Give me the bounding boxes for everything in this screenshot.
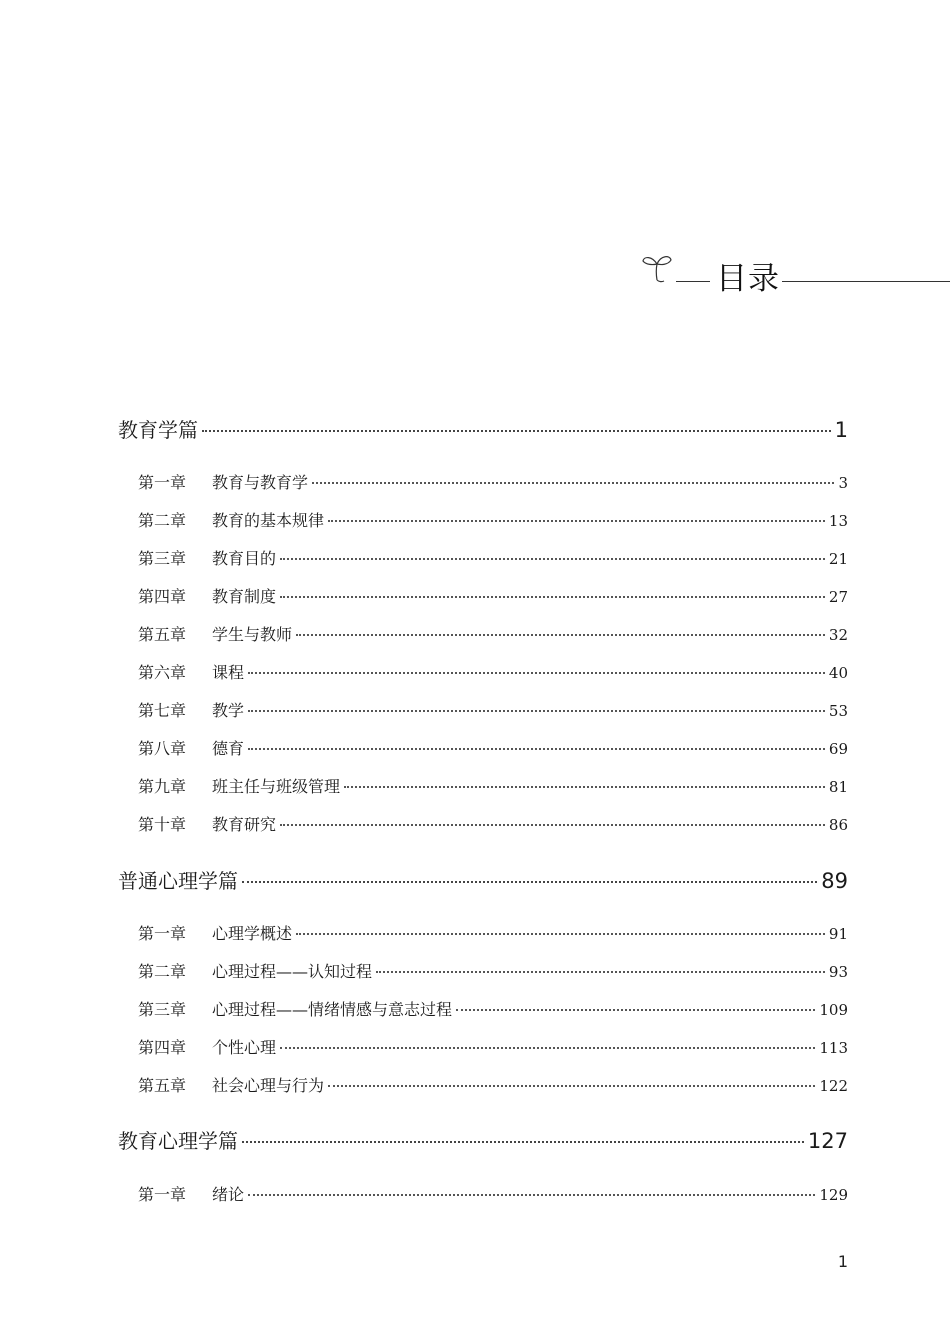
toc-chapter-entry[interactable] bbox=[138, 775, 848, 799]
dot-leader bbox=[344, 785, 825, 788]
chapter-title: 个性心理 bbox=[212, 1038, 277, 1057]
chapter-title: 心理过程——认知过程 bbox=[212, 962, 373, 981]
chapter-title: 绪论 bbox=[212, 1185, 245, 1204]
chapter-number: 第八章 bbox=[138, 739, 187, 758]
chapter-page-number: 40 bbox=[828, 664, 848, 682]
chapter-number: 第九章 bbox=[138, 777, 187, 796]
chapter-number: 第一章 bbox=[138, 473, 187, 492]
chapter-page-number: 32 bbox=[828, 626, 848, 644]
chapter-page-number: 27 bbox=[828, 588, 848, 606]
chapter-page-number: 86 bbox=[828, 816, 848, 834]
chapter-title: 教育制度 bbox=[212, 587, 277, 606]
chapter-page-number: 109 bbox=[819, 1001, 848, 1019]
dot-leader bbox=[328, 519, 825, 522]
dot-leader bbox=[202, 429, 831, 432]
chapter-page-number: 3 bbox=[838, 474, 848, 492]
dot-leader bbox=[280, 823, 825, 826]
toc-chapter-entry[interactable] bbox=[138, 1074, 848, 1098]
chapter-number: 第三章 bbox=[138, 549, 187, 568]
chapter-page-number: 122 bbox=[819, 1077, 848, 1095]
dot-leader bbox=[280, 595, 825, 598]
chapter-title: 教育的基本规律 bbox=[212, 511, 325, 530]
chapter-page-number: 53 bbox=[828, 702, 848, 720]
dot-leader bbox=[328, 1084, 815, 1087]
toc-chapter-entry[interactable] bbox=[138, 737, 848, 761]
chapter-number: 第二章 bbox=[138, 962, 187, 981]
toc-chapter-entry[interactable] bbox=[138, 699, 848, 723]
chapter-title: 学生与教师 bbox=[212, 625, 293, 644]
dot-leader bbox=[248, 709, 825, 712]
chapter-title: 教育目的 bbox=[212, 549, 277, 568]
toc-chapter-entry[interactable] bbox=[138, 509, 848, 533]
chapter-number: 第四章 bbox=[138, 1038, 187, 1057]
chapter-title: 教学 bbox=[212, 701, 245, 720]
part-page-number: 1 bbox=[834, 418, 848, 442]
page-title: 目录 bbox=[716, 261, 780, 297]
chapter-title: 社会心理与行为 bbox=[212, 1076, 325, 1095]
chapter-page-number: 21 bbox=[828, 550, 848, 568]
toc-chapter-entry[interactable] bbox=[138, 1036, 848, 1060]
chapter-title: 心理过程——情绪情感与意志过程 bbox=[212, 1000, 453, 1019]
toc-part-entry[interactable] bbox=[118, 867, 848, 895]
toc-chapter-entry[interactable] bbox=[138, 960, 848, 984]
chapter-page-number: 93 bbox=[828, 963, 848, 981]
dot-leader bbox=[280, 557, 825, 560]
chapter-page-number: 113 bbox=[819, 1039, 848, 1057]
toc-part-entry[interactable] bbox=[118, 416, 848, 444]
chapter-page-number: 91 bbox=[828, 925, 848, 943]
dot-leader bbox=[242, 880, 817, 883]
dot-leader bbox=[248, 671, 825, 674]
dot-leader bbox=[280, 1046, 815, 1049]
chapter-page-number: 81 bbox=[828, 778, 848, 796]
chapter-title: 教育与教育学 bbox=[212, 473, 309, 492]
chapter-title: 德育 bbox=[212, 739, 245, 758]
chapter-number: 第一章 bbox=[138, 924, 187, 943]
chapter-number: 第十章 bbox=[138, 815, 187, 834]
toc-chapter-entry[interactable] bbox=[138, 1183, 848, 1207]
dot-leader bbox=[456, 1008, 815, 1011]
dot-leader bbox=[248, 1193, 815, 1196]
dot-leader bbox=[312, 481, 834, 484]
chapter-title: 教育研究 bbox=[212, 815, 277, 834]
chapter-number: 第五章 bbox=[138, 625, 187, 644]
toc-chapter-entry[interactable] bbox=[138, 585, 848, 609]
chapter-title: 班主任与班级管理 bbox=[212, 777, 341, 796]
chapter-number: 第四章 bbox=[138, 587, 187, 606]
toc-chapter-entry[interactable] bbox=[138, 471, 848, 495]
toc-part-entry[interactable] bbox=[118, 1127, 848, 1155]
part-title: 教育心理学篇 bbox=[118, 1129, 238, 1153]
chapter-number: 第三章 bbox=[138, 1000, 187, 1019]
chapter-page-number: 69 bbox=[828, 740, 848, 758]
dot-leader bbox=[296, 633, 825, 636]
toc-chapter-entry[interactable] bbox=[138, 661, 848, 685]
toc-chapter-entry[interactable] bbox=[138, 922, 848, 946]
toc-chapter-entry[interactable] bbox=[138, 623, 848, 647]
chapter-page-number: 129 bbox=[819, 1186, 848, 1204]
part-page-number: 127 bbox=[807, 1129, 848, 1153]
chapter-number: 第二章 bbox=[138, 511, 187, 530]
toc-chapter-entry[interactable] bbox=[138, 547, 848, 571]
chapter-title: 课程 bbox=[212, 663, 245, 682]
part-title: 普通心理学篇 bbox=[118, 869, 238, 893]
part-title: 教育学篇 bbox=[118, 418, 198, 442]
toc-chapter-entry[interactable] bbox=[138, 998, 848, 1022]
part-page-number: 89 bbox=[821, 869, 848, 893]
dot-leader bbox=[296, 932, 825, 935]
page-number: 1 bbox=[837, 1252, 848, 1271]
chapter-number: 第七章 bbox=[138, 701, 187, 720]
chapter-number: 第一章 bbox=[138, 1185, 187, 1204]
chapter-number: 第六章 bbox=[138, 663, 187, 682]
dot-leader bbox=[376, 970, 825, 973]
dot-leader bbox=[248, 747, 825, 750]
chapter-title: 心理学概述 bbox=[212, 924, 293, 943]
chapter-page-number: 13 bbox=[828, 512, 848, 530]
toc-chapter-entry[interactable] bbox=[138, 813, 848, 837]
dot-leader bbox=[242, 1140, 804, 1143]
chapter-number: 第五章 bbox=[138, 1076, 187, 1095]
